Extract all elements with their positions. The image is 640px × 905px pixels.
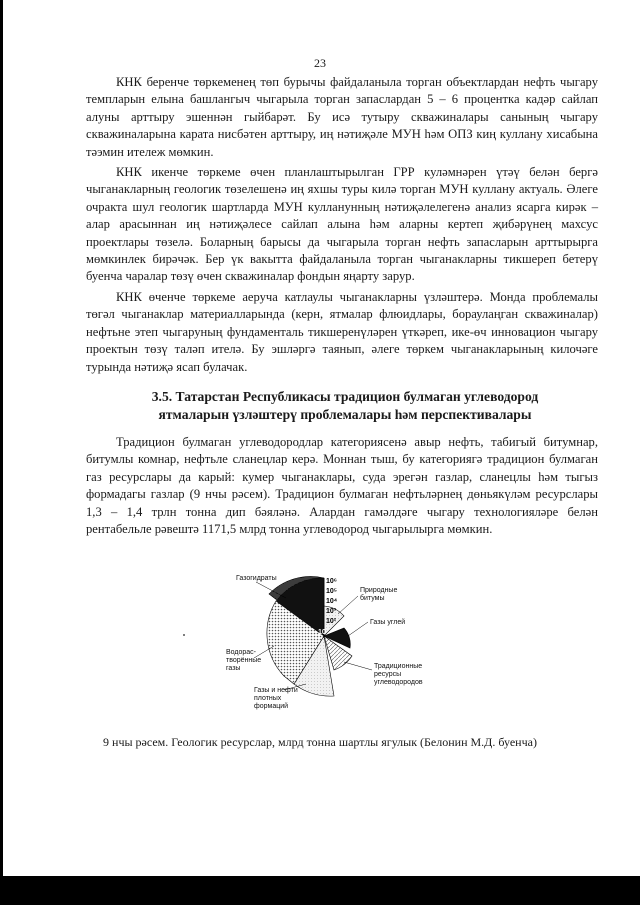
label-water-2: творённые — [226, 657, 262, 664]
label-tight-1: Газы и нефти — [254, 687, 298, 694]
label-traditional-1: Традиционные — [374, 663, 423, 670]
section-heading-line-2: ятмаларын үзләштерү проблемалары һәм перспективалары — [158, 407, 532, 422]
scale-tick: 10⁵ — [326, 588, 338, 595]
label-tight-3: формаций — [254, 703, 289, 710]
label-natural-bitumen-2: битумы — [360, 595, 385, 602]
label-traditional-2: ресурсы — [374, 671, 402, 678]
label-tight-2: плотных — [254, 695, 282, 702]
body-text-bottom — [86, 434, 598, 541]
label-natural-bitumen-1: Природные — [360, 587, 398, 594]
scan-speck — [183, 634, 185, 636]
scale-tick: 10² — [326, 618, 337, 625]
label-gas-hydrates: Газогидраты — [236, 575, 277, 582]
label-traditional-3: углеводородов — [374, 679, 423, 686]
section-heading-line-1: 3.5. Татарстан Республикасы традицион булмаган углеводород — [151, 389, 539, 404]
scale-tick: 10 — [318, 629, 326, 636]
scale-tick: 10⁶ — [326, 578, 338, 585]
pie-chart-svg — [214, 566, 444, 716]
page-number: 23 — [314, 56, 326, 70]
section-heading — [110, 388, 580, 424]
paragraph: КНК икенче төркеме өчен планлаштырылган ГРР куләмнәрен үтәү белән бергә чыганакларның геологик төзелешенә иң яхшы туры килә торган МУН куллану актуаль. Әлеге очракта шул геологик шартларда МУН кулланунның нәтиҗәлелегенә анализ ясарга кирәк – алар арасыннан иң нәтиҗәлесе сайлап алына һәм аларны кертеп җибәрүнең махсус проектлары төзелә. Боларның барысы да чыгарыла торган нефть запасларын арттырырга мөмкинлек бирәчәк. Бер үк вакытта файдаланыла торган чыганакларны тикшереп бетерү буенча чаралар төзү өчен скважиналар фондын яңарту зарур. — [86, 165, 598, 284]
body-text-top — [86, 74, 598, 379]
scale-tick: 10⁴ — [326, 598, 338, 605]
scan-bottom-edge — [0, 876, 640, 905]
resources-pie-figure — [214, 566, 444, 716]
figure-caption: 9 нчы рәсем. Геологик ресурслар, млрд тонна шартлы ягулык (Белонин М.Д. буенча) — [103, 735, 537, 749]
paragraph: КНК өченче төркеме аеруча катлаулы чыганакларны үзләштерә. Монда проблемалы төгәл чыганаклар материалларында (керн, ятмалар флюидлары, бораулаңган скважиналар) нефтьне этеп чыгаруның фундаменталь тикшеренүләрен үткәреп, ике-өч инновацион чыгару проектын төзү таләп ителә. Бу эшләргә таянып, әлеге төркем чыганакларының килочәге турында нәтиҗә ясап булачак. — [86, 289, 598, 374]
paragraph: КНК беренче төркеменең төп бурычы файдаланыла торган объектлардан нефть чыгару темпларын елына башлангыч чыгарыла торган запаслардан 5 – 6 процентка кадәр сайлап алуны арттыру эшеннән гыйбарәт. Бу исә тутыру скважиналары санының чыгару скважиналарына карата нисбәтен арттыру, иң нәтиҗәле МУН һәм ОПЗ киң куллану хисабына тәэмин итележ мөмкин. — [86, 75, 598, 159]
label-coal-gas: Газы углей — [370, 619, 406, 626]
label-water-1: Водорас- — [226, 649, 257, 656]
paragraph: Традицион булмаган углеводородлар категориясенә авыр нефть, табигый битумнар, битумлы комнар, нефтьле сланецлар керә. Моннан тыш, бу категориягә традицион булмаган газ ресурслары да карый: кумер чыганаклары, суда эрегән газлар, сланецлы һәм тыгыз формадагы газлар (9 нчы рәсем). Традицион булмаган нефтьләрнең дөньякүләм ресурслары 1,3 – 1,4 трлн тонна дип бәяләнә. Алардан гамәлдәге чыгару технологияләре белән рентабельле рәвештә 1171,5 млрд тонна углеводород чыгарылырга мөмкин. — [86, 435, 598, 537]
scale-tick: 10³ — [326, 608, 337, 615]
label-water-3: газы — [226, 665, 241, 672]
